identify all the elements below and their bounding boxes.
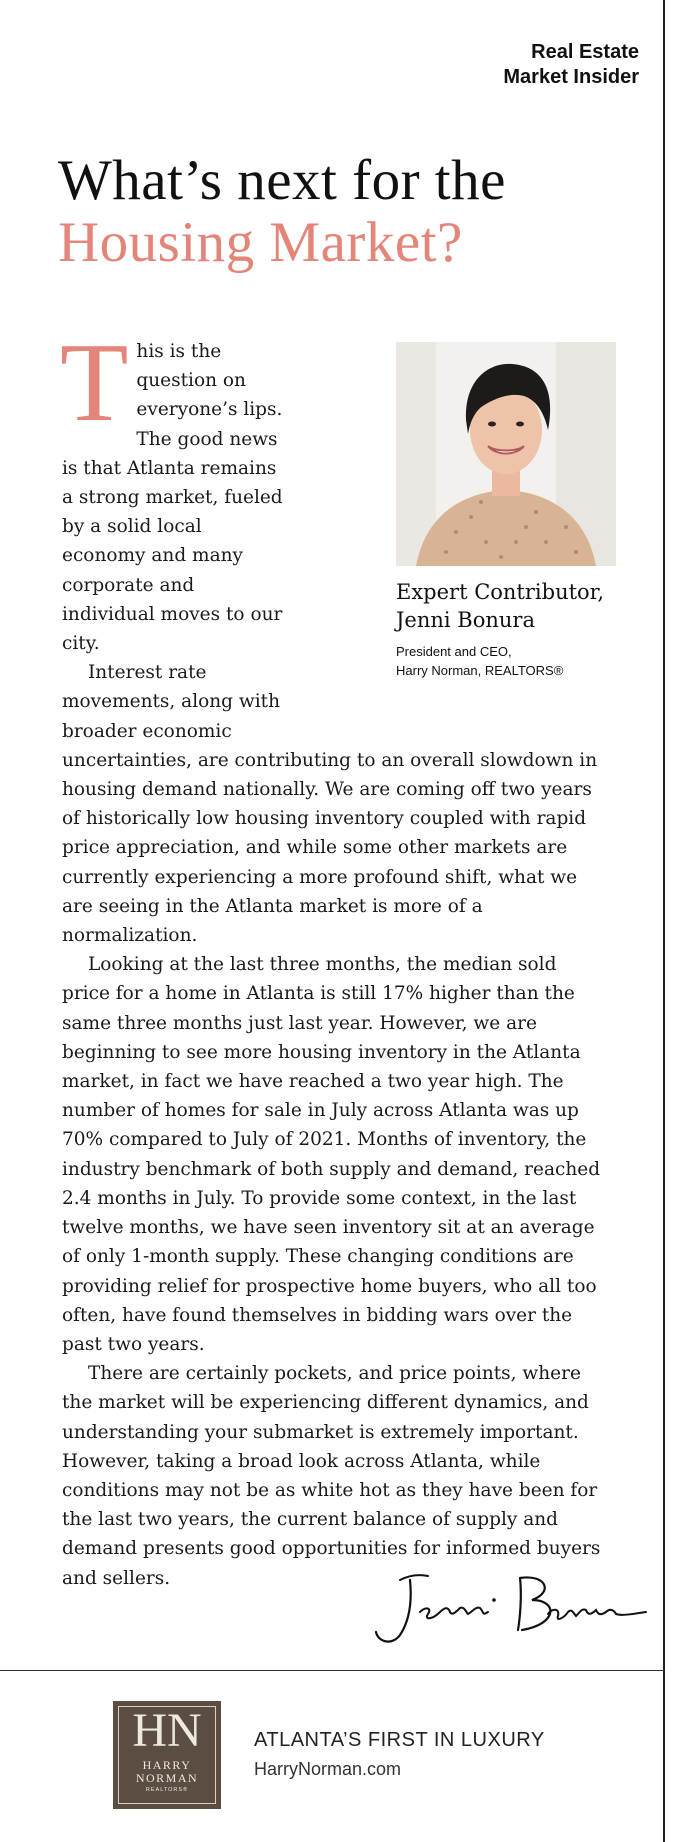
photo-wrap-spacer [285, 337, 610, 717]
kicker-line-2: Market Insider [503, 66, 639, 88]
logo-wordmark [113, 1759, 221, 1785]
contributor-title-line-2: Harry Norman, REALTORS® [396, 663, 564, 678]
article-paragraph-2: Interest rate movements, along with broader economic uncertainties, are contributing to an overall slowdown in housing demand nationally. We are coming off two years of historically low housing inventory coupled with rapid price appreciation, and while some other markets are currently experiencing a more profound shift, what we are seeing in the Atlanta market is more of a normalization. [62, 662, 598, 947]
footer-tagline: ATLANTA’S FIRST IN LUXURY [254, 1729, 545, 1751]
harry-norman-logo [113, 1701, 221, 1809]
headline-line-1: What’s next for the [58, 149, 506, 212]
article-paragraph-1-text: his is the question on everyone’s lips. The good news is that Atlanta remains a strong market, fueled by a solid local economy and many corporate and individual moves to our city. [62, 341, 283, 655]
footer-divider [0, 1670, 665, 1671]
article-paragraph-4: There are certainly pockets, and price points, where the market will be experiencing different dynamics, and understanding your submarket is extremely important. However, taking a broad look across Atlanta, while conditions may not be as white hot as they have been for the last two years, the current balance of supply and demand presents good opportunities for informed buyers and sellers. [62, 1363, 601, 1589]
footer-website: HarryNorman.com [254, 1759, 402, 1779]
kicker-line-1: Real Estate [531, 41, 639, 63]
logo-line-2: NORMAN [135, 1771, 199, 1785]
logo-realtors: REALTORS® [145, 1787, 189, 1793]
headline [58, 150, 648, 274]
section-kicker [503, 40, 639, 90]
article-body [60, 321, 610, 1593]
contributor-name: Jenni Bonura [396, 608, 535, 632]
logo-monogram: HN [132, 1704, 202, 1757]
headline-line-2: Housing Market? [58, 211, 463, 274]
contributor-title-line-1: President and CEO, [396, 644, 512, 659]
signature-graphic [370, 1560, 650, 1650]
contributor-label: Expert Contributor, [396, 580, 605, 604]
drop-cap: T [60, 321, 129, 445]
signature [370, 1560, 650, 1650]
article-paragraph-3: Looking at the last three months, the median sold price for a home in Atlanta is still 17% higher than the same three months just last year. However, we are beginning to see more housing inventory in the Atlanta market, in fact we have reached a two year high. The number of homes for sale in July across Atlanta was up 70% compared to July of 2021. Months of inventory, the industry benchmark of both supply and demand, reached 2.4 months in July. To provide some context, in the last twelve months, we have seen inventory sit at an average of only 1-month supply. These changing conditions are providing relief for prospective home buyers, who all too often, have found themselves in bidding wars over the past two years. [62, 954, 601, 1355]
logo-line-1: HARRY [142, 1758, 192, 1772]
